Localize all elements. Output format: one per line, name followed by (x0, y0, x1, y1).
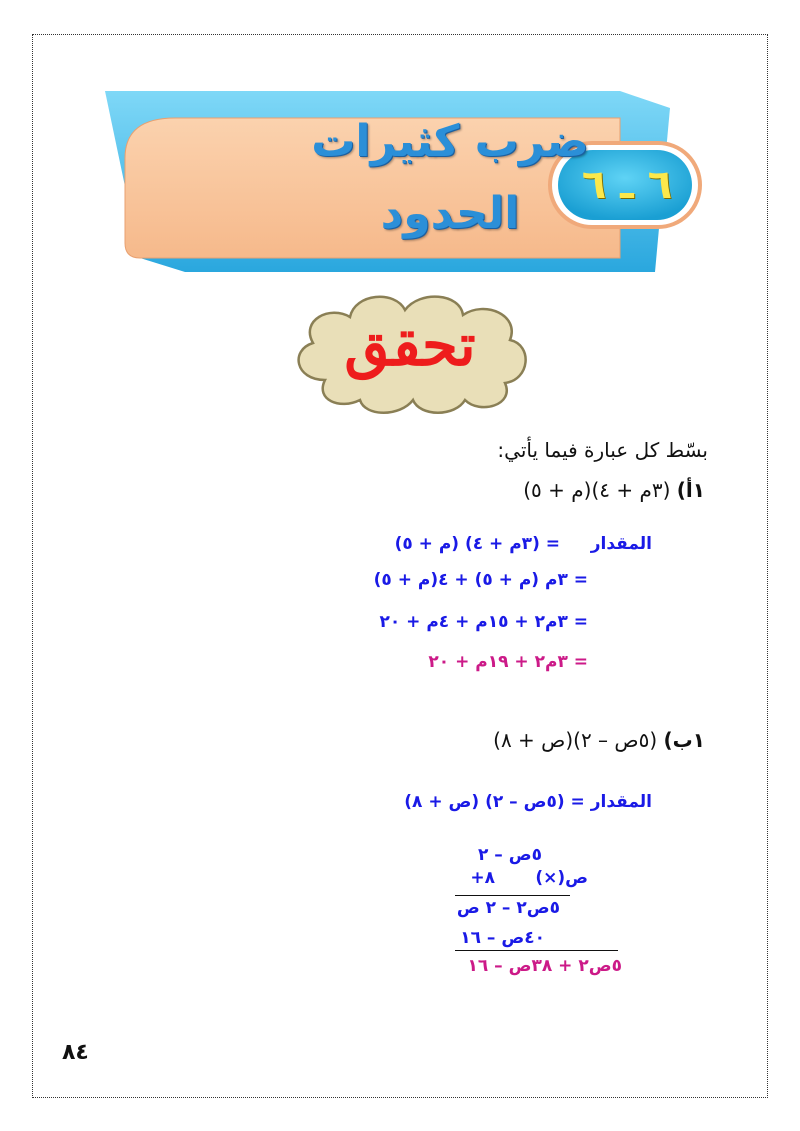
question-b-label: ١ب) (663, 728, 705, 752)
step-a-1: = ٣م (م + ٥) + ٤(م + ٥) (373, 570, 588, 590)
question-a-label: ١أ) (676, 478, 705, 502)
lesson-title-line2: الحدود (380, 188, 520, 239)
mult-divider-1 (455, 895, 570, 896)
mult-row-1: ٥ص – ٢ (478, 845, 542, 865)
question-b (493, 728, 705, 752)
question-a (523, 478, 705, 502)
question-b-expression: (٥ص – ٢)(ص + ٨) (493, 728, 658, 752)
lesson-banner (100, 88, 710, 278)
mult-row-2-right: +٨ (470, 868, 495, 888)
instruction-text: بسّط كل عبارة فيما يأتي: (497, 438, 708, 462)
expression-label-a: المقدار (590, 534, 652, 554)
mult-result: ٥ص٢ + ٣٨ص – ١٦ (467, 956, 622, 976)
mult-row-2-left (535, 868, 588, 888)
multiply-sign: (×) (535, 868, 566, 888)
step-a-2: = ٣م٢ + ١٥م + ٤م + ٢٠ (379, 612, 588, 632)
step-a-3: = ٣م٢ + ١٩م + ٢٠ (428, 652, 588, 672)
page-number: ٨٤ (62, 1040, 89, 1065)
section-cloud (285, 285, 535, 420)
section-label: تحقق (344, 311, 476, 379)
mult-row-3: ٥ص٢ – ٢ ص (456, 898, 560, 918)
mult-row-4: ٤٠ص – ١٦ (460, 928, 545, 948)
mult-divider-2 (455, 950, 618, 951)
mult-row-2-term: ص (565, 868, 588, 888)
question-a-expression: (٣م + ٤)(م + ٥) (523, 478, 671, 502)
step-b-0: المقدار = (٥ص – ٢) (ص + ٨) (404, 792, 652, 812)
lesson-title-line1: ضرب كثيرات (311, 116, 589, 167)
step-a-0: = (٣م + ٤) (م + ٥) (394, 534, 560, 554)
lesson-number: ٦ ـ ٦ (581, 162, 673, 208)
